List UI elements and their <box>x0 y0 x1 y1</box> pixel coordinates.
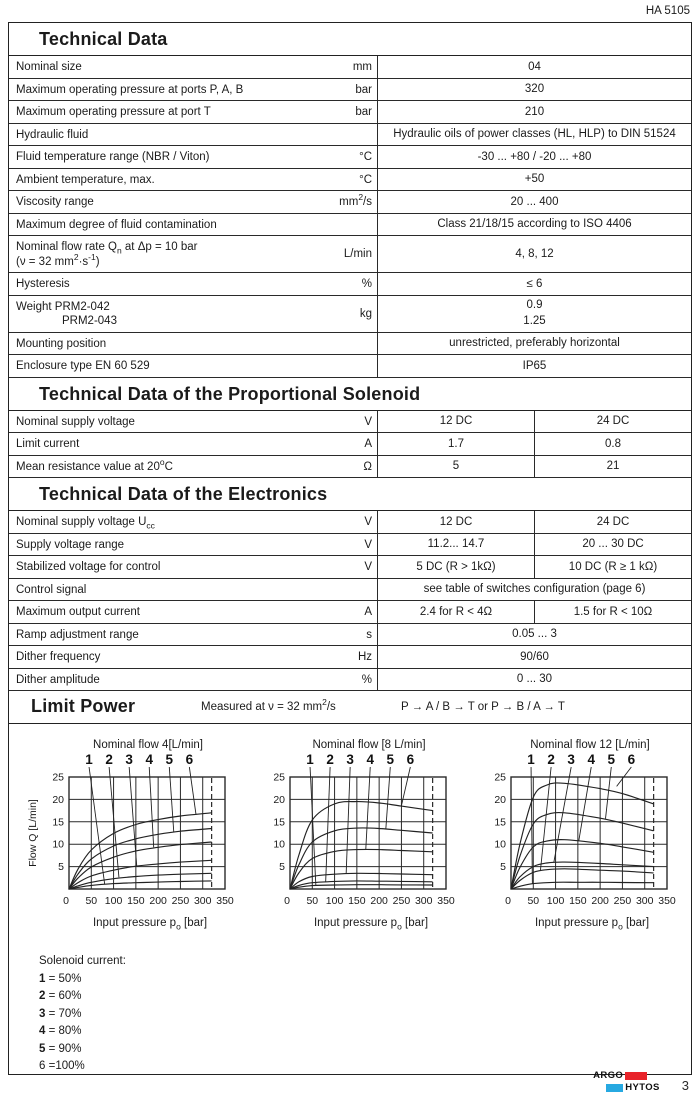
row-unit: % <box>361 278 372 290</box>
row-label <box>16 538 360 553</box>
row-label <box>16 456 359 475</box>
row-label-cell <box>9 456 378 478</box>
legend-item: 3 = 70% <box>39 1007 82 1020</box>
table-row <box>9 556 691 579</box>
row-value: 10 DC (R ≥ 1 kΩ) <box>534 556 691 578</box>
row-value-cell <box>378 433 691 455</box>
row-label-cell <box>9 646 378 668</box>
svg-text:300: 300 <box>193 895 212 907</box>
row-label-cell <box>9 624 378 646</box>
table-row <box>9 101 691 124</box>
row-label <box>16 650 354 665</box>
chart-x-label: Input pressure $p_o$ [bar] <box>534 917 650 932</box>
svg-text:100: 100 <box>104 895 123 907</box>
svg-text:5: 5 <box>165 752 174 767</box>
row-label-line: Viscosity range <box>16 196 94 208</box>
row-value-cell <box>378 56 691 78</box>
row-label-cell <box>9 273 378 295</box>
svg-text:250: 250 <box>613 895 632 907</box>
row-label <box>16 277 358 292</box>
table-row <box>9 601 691 624</box>
row-value-line: 1.25 <box>523 314 546 327</box>
row-label <box>16 218 372 233</box>
row-value: ≤ 6 <box>526 277 543 290</box>
row-label-line: Mean resistance value at 20$^o$C <box>16 456 173 473</box>
svg-text:150: 150 <box>348 895 366 907</box>
row-label-line: Dither frequency <box>16 651 101 663</box>
logo-argo-text: ARGO <box>593 1070 624 1081</box>
section-title-proportional-solenoid: Technical Data of the Proportional Solenoid <box>9 378 691 411</box>
svg-text:15: 15 <box>494 816 506 829</box>
row-label-cell <box>9 169 378 191</box>
table-row <box>9 169 691 192</box>
svg-text:10: 10 <box>273 838 285 851</box>
svg-text:10: 10 <box>494 838 506 851</box>
argo-hytos-logo <box>593 1070 660 1093</box>
row-value-cell <box>378 646 691 668</box>
row-label <box>16 337 372 352</box>
row-value-cell <box>378 556 691 578</box>
row-label-line: Maximum degree of fluid contamination <box>16 218 217 231</box>
chart-nominal-flow-8 <box>248 739 460 932</box>
row-value: 0.05 ... 3 <box>512 628 557 640</box>
table-row <box>9 534 691 557</box>
row-label-cell <box>9 333 378 355</box>
row-value: 20 ... 400 <box>510 195 559 208</box>
flow-chart-svg <box>469 751 681 915</box>
legend-item-number: 3 <box>39 1007 46 1020</box>
chart-title: Nominal flow 12 [L/min] <box>530 739 650 751</box>
row-unit: bar <box>355 106 372 118</box>
svg-text:350: 350 <box>437 895 455 907</box>
svg-text:5: 5 <box>607 752 616 767</box>
chart-title: Nominal flow [8 L/min] <box>312 739 426 751</box>
row-value: see table of switches configuration (page 6) <box>423 583 646 595</box>
row-value-cell <box>378 579 691 601</box>
row-label-cell <box>9 79 378 101</box>
row-label-line: Nominal supply voltage $U_{cc}$ <box>16 516 155 531</box>
svg-text:15: 15 <box>52 816 64 829</box>
row-label-cell <box>9 214 378 236</box>
row-unit: V <box>364 516 372 528</box>
flow-chart-svg <box>27 751 239 915</box>
row-value-cell <box>378 355 691 377</box>
row-label <box>16 605 360 620</box>
row-label <box>16 83 351 98</box>
table-row <box>9 456 691 479</box>
row-label-cell <box>9 669 378 691</box>
table-row <box>9 511 691 534</box>
row-label-line: Ramp adjustment range <box>16 628 139 641</box>
table-row <box>9 333 691 356</box>
row-label <box>16 628 362 643</box>
row-value: 1.7 <box>448 437 464 450</box>
svg-text:25: 25 <box>273 771 285 784</box>
logo-blue-block <box>606 1084 623 1092</box>
limit-power-charts <box>9 724 691 932</box>
row-unit: $mm^2/s$ <box>339 192 372 208</box>
row-label-cell <box>9 556 378 578</box>
row-value-cell <box>378 79 691 101</box>
row-value: 90/60 <box>520 650 549 663</box>
table-row <box>9 355 691 378</box>
row-label <box>16 583 372 598</box>
row-value: unrestricted, preferably horizontal <box>449 337 620 349</box>
row-value: IP65 <box>522 359 547 372</box>
svg-text:6: 6 <box>406 752 415 767</box>
svg-text:4: 4 <box>587 752 595 767</box>
table-row <box>9 146 691 169</box>
row-label-line: Dither amplitude <box>16 673 100 686</box>
table-row <box>9 191 691 214</box>
row-value: Hydraulic oils of power classes (HL, HLP) to DIN 51524 <box>393 128 676 140</box>
table-row <box>9 236 691 273</box>
table-row <box>9 624 691 647</box>
svg-text:100: 100 <box>325 895 344 907</box>
row-value-cell <box>378 236 691 272</box>
row-label-line: Nominal size <box>16 61 82 73</box>
logo-red-block <box>625 1072 647 1080</box>
row-label-line: Weight PRM2-042 <box>16 300 110 313</box>
chart-title: Nominal flow 4[L/min] <box>93 739 203 751</box>
svg-text:300: 300 <box>635 895 654 907</box>
row-value-cell <box>378 146 691 168</box>
limit-power-note: Measured at ν = 32 $mm^2/s$ <box>201 696 336 713</box>
electronics-table <box>9 511 691 691</box>
svg-text:2: 2 <box>326 752 334 767</box>
row-unit: °C <box>359 151 372 163</box>
row-unit: °C <box>359 173 372 186</box>
page-frame <box>8 22 692 1075</box>
row-value: 5 DC (R > 1kΩ) <box>416 560 496 573</box>
row-value: 12 DC <box>439 515 473 528</box>
row-value: 0.8 <box>534 433 691 455</box>
row-label-cell <box>9 101 378 123</box>
svg-text:350: 350 <box>658 895 676 907</box>
table-row <box>9 79 691 102</box>
row-value-cell <box>378 214 691 236</box>
chart-nominal-flow-4 <box>27 739 239 932</box>
svg-text:5: 5 <box>386 752 395 767</box>
svg-text:50: 50 <box>306 895 319 907</box>
row-value-cell <box>378 534 691 556</box>
svg-text:5: 5 <box>58 861 64 874</box>
row-label-line: (ν = 32 $mm^2\cdot s^{-1}$) <box>16 251 100 268</box>
row-value: 04 <box>528 60 541 73</box>
row-value-cell <box>378 101 691 123</box>
row-value-cell <box>378 624 691 646</box>
row-label-cell <box>9 236 378 272</box>
svg-text:Flow Q [L/min]: Flow Q [L/min] <box>27 799 39 867</box>
svg-text:3: 3 <box>125 752 133 767</box>
row-value: 21 <box>534 456 691 478</box>
row-label-line: Maximum operating pressure at ports P, A, B <box>16 83 244 96</box>
row-label <box>16 195 335 210</box>
row-value: 11.2... 14.7 <box>427 538 485 550</box>
row-label-cell <box>9 56 378 78</box>
svg-text:150: 150 <box>127 895 145 907</box>
solenoid-current-legend <box>9 929 691 1076</box>
row-value-cell <box>378 456 691 478</box>
row-unit: Ω <box>363 460 372 473</box>
row-unit: mm <box>352 61 372 73</box>
row-value: 210 <box>524 105 545 118</box>
row-value <box>378 296 691 332</box>
row-label-line: Enclosure type EN 60 529 <box>16 360 150 372</box>
row-value: 24 DC <box>534 411 691 433</box>
svg-text:3: 3 <box>346 752 354 767</box>
section-title-electronics: Technical Data of the Electronics <box>9 478 691 511</box>
svg-text:5: 5 <box>279 861 285 874</box>
row-unit: V <box>364 415 372 428</box>
row-label <box>16 560 360 575</box>
row-label-cell <box>9 191 378 213</box>
row-unit: V <box>364 561 372 573</box>
doc-code: HA 5105 <box>645 5 690 17</box>
chart-x-label: Input pressure $p_o$ [bar] <box>313 917 429 932</box>
limit-power-header <box>9 691 691 724</box>
row-label <box>16 437 360 452</box>
legend-item: 5 = 90% <box>39 1042 82 1055</box>
svg-text:15: 15 <box>273 816 285 829</box>
row-value: 0 ... 30 <box>516 673 553 685</box>
row-label-line: Nominal flow rate $Q_n$ at Δp = 10 bar <box>16 241 198 256</box>
svg-text:350: 350 <box>216 895 234 907</box>
row-unit: V <box>364 538 372 551</box>
row-value: -30 ... +80 / -20 ... +80 <box>477 150 592 163</box>
svg-text:100: 100 <box>546 895 565 907</box>
svg-text:250: 250 <box>392 895 411 907</box>
svg-text:1: 1 <box>527 752 535 767</box>
svg-text:20: 20 <box>273 793 285 806</box>
row-value-line: 0.9 <box>526 299 543 311</box>
row-value-cell <box>378 124 691 146</box>
legend-items <box>39 971 691 1076</box>
legend-item-number: 5 <box>39 1042 46 1055</box>
svg-text:250: 250 <box>171 895 190 907</box>
page-number: 3 <box>681 1078 689 1093</box>
section-title-technical-data: Technical Data <box>9 23 691 56</box>
row-label-cell <box>9 579 378 601</box>
svg-text:6: 6 <box>185 752 194 767</box>
row-unit: kg <box>359 307 372 320</box>
row-value-cell <box>378 169 691 191</box>
row-value: 4, 8, 12 <box>515 247 554 260</box>
row-value: 5 <box>452 460 460 472</box>
legend-item-number: 1 <box>39 972 46 985</box>
row-label-line: Hysteresis <box>16 278 70 290</box>
technical-data-table <box>9 56 691 378</box>
row-label <box>16 673 358 688</box>
table-row <box>9 214 691 237</box>
row-unit: A <box>364 438 372 450</box>
svg-text:4: 4 <box>145 752 153 767</box>
row-label-line: Hydraulic fluid <box>16 128 89 141</box>
table-row <box>9 124 691 147</box>
row-value-cell <box>378 411 691 433</box>
row-unit: A <box>364 606 372 618</box>
svg-text:300: 300 <box>414 895 433 907</box>
row-label-cell <box>9 146 378 168</box>
row-unit: bar <box>355 83 372 96</box>
row-value-cell <box>378 511 691 533</box>
row-label-line: Mounting position <box>16 337 107 350</box>
row-label-line: Control signal <box>16 583 87 596</box>
row-value: 1.5 for R < 10Ω <box>534 601 691 623</box>
row-value-cell <box>378 601 691 623</box>
row-label-cell <box>9 601 378 623</box>
row-unit: Hz <box>357 651 372 663</box>
legend-item: 2 = 60% <box>39 990 82 1002</box>
svg-text:0: 0 <box>63 895 69 907</box>
row-label <box>16 515 360 530</box>
legend-title: Solenoid current: <box>39 955 126 967</box>
svg-text:200: 200 <box>370 895 388 907</box>
svg-text:10: 10 <box>52 838 64 851</box>
row-label-line: Maximum output current <box>16 606 140 618</box>
row-unit: s <box>366 628 372 641</box>
legend-item: 1 = 50% <box>39 972 82 985</box>
svg-text:4: 4 <box>366 752 374 767</box>
table-row <box>9 433 691 456</box>
row-value: 24 DC <box>534 511 691 533</box>
row-value-cell <box>378 191 691 213</box>
svg-text:200: 200 <box>591 895 609 907</box>
row-value: +50 <box>524 173 545 185</box>
row-label-line: Stabilized voltage for control <box>16 561 161 573</box>
svg-text:1: 1 <box>306 752 314 767</box>
row-label-line: Maximum operating pressure at port T <box>16 106 211 118</box>
legend-item-number: 6 <box>39 1060 46 1072</box>
row-label-line: Supply voltage range <box>16 538 125 551</box>
row-label-line: Ambient temperature, max. <box>16 173 155 186</box>
row-value: Class 21/18/15 according to ISO 4406 <box>437 218 632 230</box>
row-value-cell <box>378 333 691 355</box>
logo-hytos-text: HYTOS <box>625 1082 660 1093</box>
row-value: 20 ... 30 DC <box>534 534 691 556</box>
row-label-line: Nominal supply voltage <box>16 415 135 428</box>
table-row <box>9 646 691 669</box>
svg-text:2: 2 <box>105 752 113 767</box>
limit-power-title: Limit Power <box>31 696 136 716</box>
row-label <box>16 300 356 329</box>
row-label-line: Fluid temperature range (NBR / Viton) <box>16 151 210 163</box>
svg-text:1: 1 <box>85 752 93 767</box>
flow-chart-svg <box>248 751 460 915</box>
row-label <box>16 173 355 188</box>
table-row <box>9 411 691 434</box>
table-row <box>9 296 691 333</box>
row-label <box>16 359 372 374</box>
row-label-cell <box>9 433 378 455</box>
page-footer <box>593 1070 689 1093</box>
row-unit: L/min <box>343 248 372 261</box>
row-label <box>16 128 372 143</box>
row-label <box>16 105 351 120</box>
table-row <box>9 273 691 296</box>
row-value: 12 DC <box>439 415 473 427</box>
row-value: 2.4 for R < 4Ω <box>419 605 493 618</box>
row-label-cell <box>9 355 378 377</box>
limit-power-flow-path: P → A / B → T or P → B / A → T <box>401 700 565 713</box>
row-label <box>16 150 355 165</box>
legend-item: 6 =100% <box>39 1060 85 1072</box>
svg-text:0: 0 <box>284 895 290 907</box>
row-label <box>16 60 349 75</box>
svg-text:200: 200 <box>149 895 167 907</box>
svg-text:0: 0 <box>505 895 511 907</box>
row-label-cell <box>9 411 378 433</box>
row-label <box>16 240 340 269</box>
proportional-solenoid-table <box>9 411 691 479</box>
legend-item-number: 2 <box>39 990 46 1002</box>
legend-item: 4 = 80% <box>39 1025 82 1037</box>
svg-text:20: 20 <box>494 793 506 806</box>
row-value-cell <box>378 273 691 295</box>
row-label <box>16 415 360 430</box>
svg-text:150: 150 <box>569 895 587 907</box>
svg-text:20: 20 <box>52 793 64 806</box>
svg-text:50: 50 <box>85 895 98 907</box>
table-row <box>9 56 691 79</box>
row-value-cell <box>378 296 691 332</box>
svg-text:50: 50 <box>527 895 540 907</box>
legend-item-number: 4 <box>39 1025 46 1037</box>
chart-nominal-flow-12 <box>469 739 681 932</box>
row-label-cell <box>9 296 378 332</box>
row-label-cell <box>9 511 378 533</box>
svg-text:6: 6 <box>627 752 636 767</box>
svg-text:3: 3 <box>567 752 575 767</box>
table-row <box>9 579 691 602</box>
row-value: 320 <box>524 83 545 95</box>
row-label-line: Limit current <box>16 438 80 450</box>
row-label-cell <box>9 534 378 556</box>
row-unit: % <box>361 673 372 686</box>
row-value-cell <box>378 669 691 691</box>
row-label-cell <box>9 124 378 146</box>
row-label-line: PRM2-043 <box>62 315 117 327</box>
chart-x-label: Input pressure $p_o$ [bar] <box>92 917 208 932</box>
table-row <box>9 669 691 692</box>
svg-text:2: 2 <box>547 752 555 767</box>
svg-text:5: 5 <box>500 861 506 874</box>
svg-text:25: 25 <box>52 771 64 784</box>
svg-text:25: 25 <box>494 771 506 784</box>
